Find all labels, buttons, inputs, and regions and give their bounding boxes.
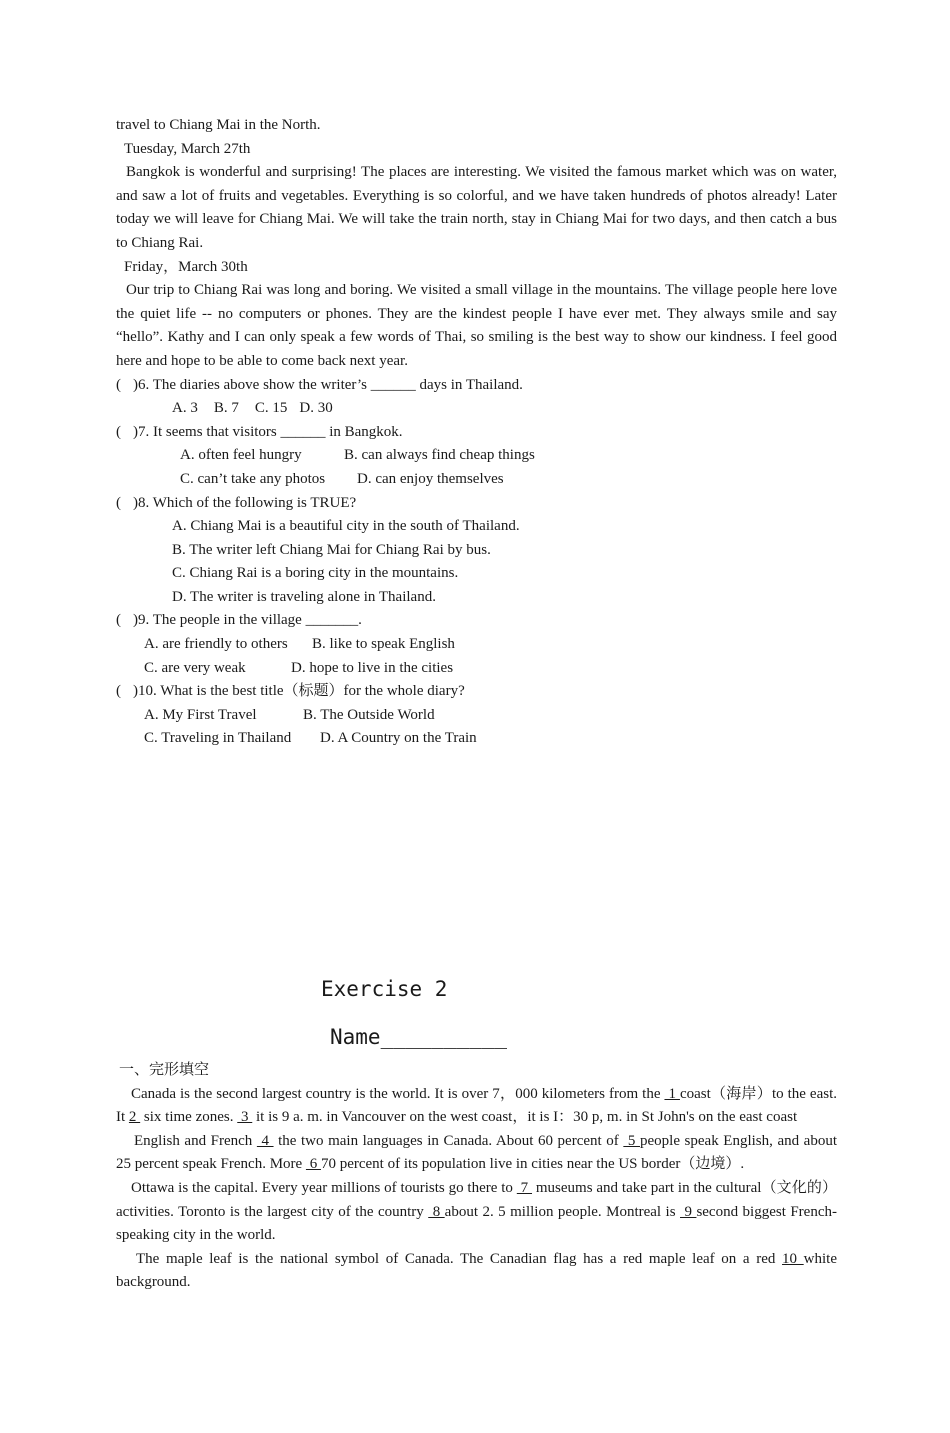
cloze-paragraph-1: Canada is the second largest country is the world. It is over 7，000 kilometers from the 1 coast（海岸）to the east. It 2 six time zones. 3 it is 9 a. m. in Vancouver on the west coast，it is I：30 p, m. in St John's on the east coast: [116, 1085, 837, 1126]
option-c: C. are very weak: [144, 659, 246, 676]
blank-5: 5: [623, 1132, 640, 1149]
blank-2: 2: [128, 1109, 141, 1126]
diary-date-1: Tuesday, March 27th: [124, 140, 251, 157]
answer-paren: (: [116, 376, 121, 393]
option-b: B. can always find cheap things: [344, 447, 535, 464]
option-a: A. 3: [172, 400, 198, 417]
diary-date-2: Friday，March 30th: [124, 258, 248, 275]
option-c: C. 15: [254, 400, 288, 417]
option-c: C. can’t take any photos: [180, 470, 326, 487]
answer-paren: (: [116, 494, 121, 511]
section-heading: 一、完形填空: [119, 1062, 210, 1079]
answer-paren: (: [116, 423, 121, 440]
blank-3: 3: [237, 1109, 253, 1126]
option-b: B. The writer left Chiang Mai for Chiang Rai by bus.: [172, 541, 491, 558]
question-8-options: [116, 515, 837, 609]
passage-intro-line: travel to Chiang Mai in the North.: [116, 117, 321, 133]
cloze-paragraph-4: The maple leaf is the national symbol of Canada. The Canadian flag has a red maple leaf on a red 10 white background.: [116, 1250, 837, 1291]
question-stem: )10. What is the best title（标题）for the whole diary?: [133, 683, 465, 700]
blank-4: 4: [256, 1132, 274, 1149]
option-c: C. Chiang Rai is a boring city in the mountains.: [172, 565, 459, 582]
question-10-options-row-2: [116, 727, 837, 751]
option-c: C. Traveling in Thailand: [144, 730, 292, 747]
question-10-options-row-1: [116, 704, 837, 728]
name-field-label: Name__________: [330, 1025, 508, 1050]
page-spacer: [116, 751, 837, 977]
question-10: [116, 680, 837, 704]
blank-10: 10: [782, 1250, 804, 1267]
question-6: [116, 374, 837, 398]
option-a: A. My First Travel: [144, 706, 257, 723]
question-7-options-row-1: [116, 444, 837, 468]
question-7-options-row-2: [116, 468, 837, 492]
cloze-paragraph-2: English and French 4 the two main languages in Canada. About 60 percent of 5 people speak English, and about 25 percent speak French. More 6 70 percent of its population live in cities near the US border（边境）.: [116, 1132, 837, 1173]
question-stem: )9. The people in the village _______.: [133, 612, 362, 629]
answer-paren: (: [116, 683, 121, 700]
blank-6: 6: [305, 1156, 321, 1173]
option-a: A. Chiang Mai is a beautiful city in the south of Thailand.: [172, 518, 520, 535]
question-stem: )7. It seems that visitors ______ in Bangkok.: [133, 423, 403, 440]
exercise-title: Exercise 2: [321, 977, 448, 1002]
question-stem: )8. Which of the following is TRUE?: [133, 494, 357, 511]
option-d: D. A Country on the Train: [320, 730, 477, 747]
blank-7: 7: [516, 1180, 533, 1196]
question-7: [116, 421, 837, 445]
option-d: D. 30: [299, 400, 333, 417]
cloze-paragraph-3: Ottawa is the capital. Every year millions of tourists go there to 7 museums and take part in the cultural（文化的）activities. Toronto is the largest city of the country 8 about 2. 5 million people. Montreal is 9 second biggest French-speaking city in the world.: [116, 1180, 837, 1244]
question-6-options: [116, 397, 837, 421]
question-9-options-row-2: [116, 657, 837, 681]
option-a: A. often feel hungry: [180, 447, 302, 464]
option-a: A. are friendly to others: [144, 636, 288, 653]
blank-9: 9: [680, 1203, 697, 1220]
option-b: B. The Outside World: [303, 706, 435, 723]
option-d: D. hope to live in the cities: [291, 659, 454, 676]
answer-paren: (: [116, 612, 121, 629]
option-b: B. 7: [213, 400, 239, 417]
diary-entry-1: Bangkok is wonderful and surprising! The places are interesting. We visited the famous market which was on water, and saw a lot of fruits and vegetables. Everything is so colorful, and we have taken hundreds of photos already! Later today we will leave for Chiang Mai. We will take the train north, stay in Chiang Mai for two days, and then catch a bus to Chiang Rai.: [116, 164, 837, 251]
question-stem: )6. The diaries above show the writer’s ______ days in Thailand.: [133, 376, 523, 393]
option-d: D. The writer is traveling alone in Thailand.: [172, 588, 436, 605]
document-page: [116, 114, 837, 1295]
question-9: [116, 609, 837, 633]
blank-1: 1: [664, 1085, 680, 1102]
question-8: [116, 492, 837, 516]
option-b: B. like to speak English: [312, 636, 455, 653]
diary-entry-2: Our trip to Chiang Rai was long and boring. We visited a small village in the mountains. The village people here love the quiet life -- no computers or phones. They are the kindest people I have ever met. They always smile and say “hello”. Kathy and I can only speak a few words of Thai, so smiling is the best way to show our kindness. I feel good here and hope to be able to come back next year.: [116, 282, 837, 369]
option-d: D. can enjoy themselves: [357, 470, 504, 487]
blank-8: 8: [428, 1203, 445, 1220]
question-9-options-row-1: [116, 633, 837, 657]
